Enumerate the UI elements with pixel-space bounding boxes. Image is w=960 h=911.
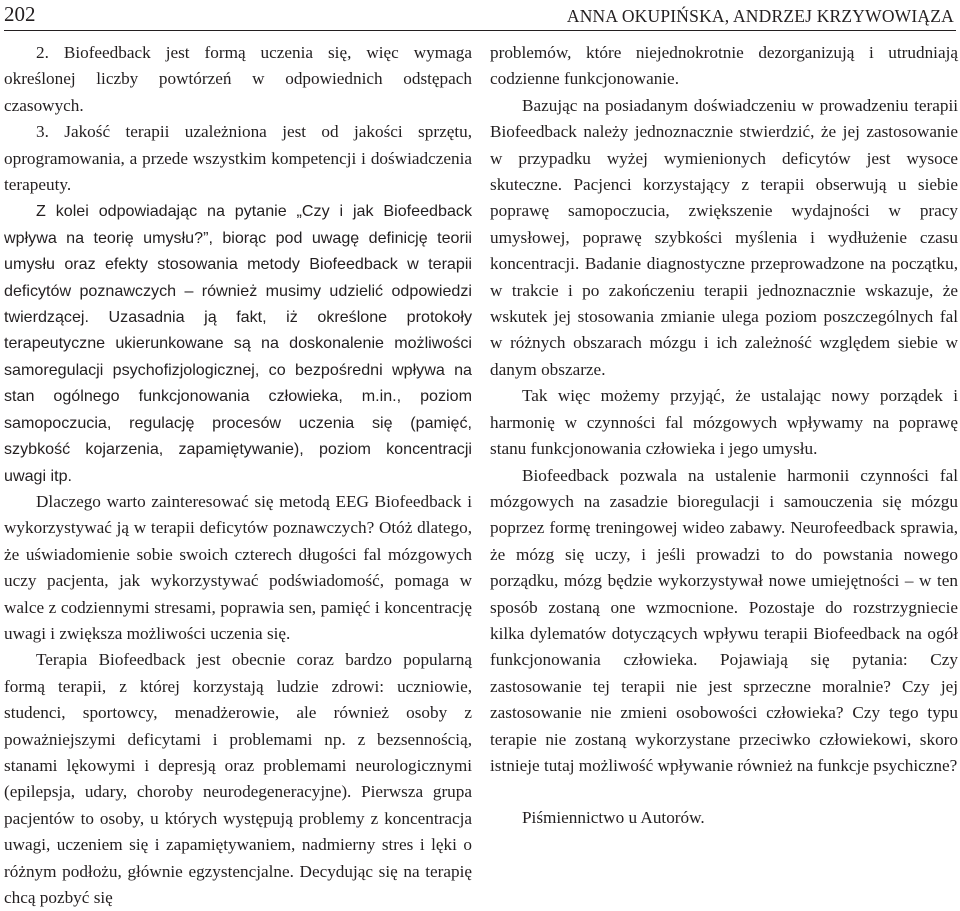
paragraph-harmony: Biofeedback pozwala na ustalenie harmonii czynności fal mózgowych na zasadzie bioregulacji i samouczenia się mózgu poprzez formę treningowej wideo zabawy. Neurofeedback sprawia, że mózg się uczy, i jeśli prowadzi to do powstania nowego porządku, mózg będzie wykorzystywał nowe umiejętności – w ten sposób zostaną one wzmocnione. Pozostaje do rozstrzygniecie kilka dylematów dotyczących wpływu terapii Biofeedback na ogół funkcjonowania człowieka. Pojawiają się pytania: Czy zastosowanie tej terapii nie jest sprzeczne moralnie? Czy jej zastosowanie nie zmieni osobowości człowieka? Czy tego typu terapie nie zostaną wykorzystane przeciwko człowiekowi, skoro istnieje tutaj możliwość wpływanie również na funkcje psychiczne? [490,465,958,775]
right-column [490,40,958,832]
paragraph-experience: Bazując na posiadanym doświadczeniu w prowadzeniu terapii Biofeedback należy jednoznacznie stwierdzić, że jej zastosowanie w przypadku wyżej wymienionych deficytów jest wysoce skuteczne. Pacjenci korzystający z terapii obserwują u siebie poprawę samopoczucia, zwiększenie wydajności w pracy umysłowej, poprawę szybkości myślenia i wydłużenie czasu koncentracji. Badanie diagnostyczne przeprowadzone na początku, w trakcie i po zakończeniu terapii jednoznacznie wskazuje, że wskutek jej stosowania zmianie ulega poziom poszczególnych fal w różnych obszarach mózgu i ich zależność względem siebie w danym obszarze. [490,95,958,379]
list-item-2: 2. Biofeedback jest formą uczenia się, więc wymaga określonej liczby powtórzeń w odpowiednich odstępach czasowych. [4,43,472,115]
paragraph-new-order: Tak więc możemy przyjąć, że ustalając nowy porządek i harmonię w czynności fal mózgowych wpływamy na poprawę stanu funkcjonowania człowieka i jego umysłu. [490,386,958,459]
paragraph-why-eeg-biofeedback: Dlaczego warto zainteresować się metodą EEG Biofeedback i wykorzystywać ją w terapii deficytów poznawczych? Otóż dlatego, że uświadomienie sobie swoich czterech długości fal mózgowych uczy pacjenta, jak wykorzystywać podświadomość, pomaga w walce z codziennymi stresami, poprawia sen, pamięć i koncentrację uwagi i zwiększa możliwości uczenia się. [4,491,472,643]
page-header [4,2,956,28]
running-head-authors: ANNA OKUPIŃSKA, ANDRZEJ KRZYWOWIĄZA [566,6,954,26]
paragraph-theory-of-mind: Z kolei odpowiadając na pytanie „Czy i jak Biofeedback wpływa na teorię umysłu?”, biorąc pod uwagę definicję teorii umysłu oraz efekty stosowania metody Biofeedback w terapii deficytów poznawczych – również musimy udzielić odpowiedzi twierdzącej. Uzasadnia ją fakt, iż określone protokoły terapeutyczne ukierunkowane są na doskonalenie możliwości samoregulacji psychofizjologicznej, co bezpośredni wpływa na stan ogólnego funkcjonowania człowieka, m.in., poziom samopoczucia, regulację procesów uczenia się (pamięć, szybkość kojarzenia, zapamiętywanie), poziom koncentracji uwagi itp. [4,202,472,485]
paragraph-therapy-popularity: Terapia Biofeedback jest obecnie coraz bardzo popularną formą terapii, z której korzystają ludzie zdrowi: uczniowie, studenci, sportowcy, menadżerowie, ale również osoby z poważniejszymi deficytami i problemami np. z bezsennością, stanami lękowymi i depresją oraz problemami neurologicznymi (epilepsja, udary, choroby neurodegeneracyjne). Pierwsza grupa pacjentów to osoby, u których występują problemy z koncentracja uwagi, uczeniem się i zapamiętywaniem, nadmierny stres i lęki o różnym podłożu, głównie egzystencjalne. Decydując się na terapię chcą pozbyć się [4,650,472,907]
header-rule [4,30,956,31]
paragraph-continuation: problemów, które niejednokrotnie dezorganizują i utrudniają codzienne funkcjonowanie. [490,43,958,89]
list-item-3: 3. Jakość terapii uzależniona jest od jakości sprzętu, oprogramowania, a przede wszystkim kompetencji i doświadczenia terapeuty. [4,122,472,195]
references-note: Piśmiennictwo u Autorów. [522,808,705,828]
page-number: 202 [4,2,36,26]
left-column [4,40,472,911]
